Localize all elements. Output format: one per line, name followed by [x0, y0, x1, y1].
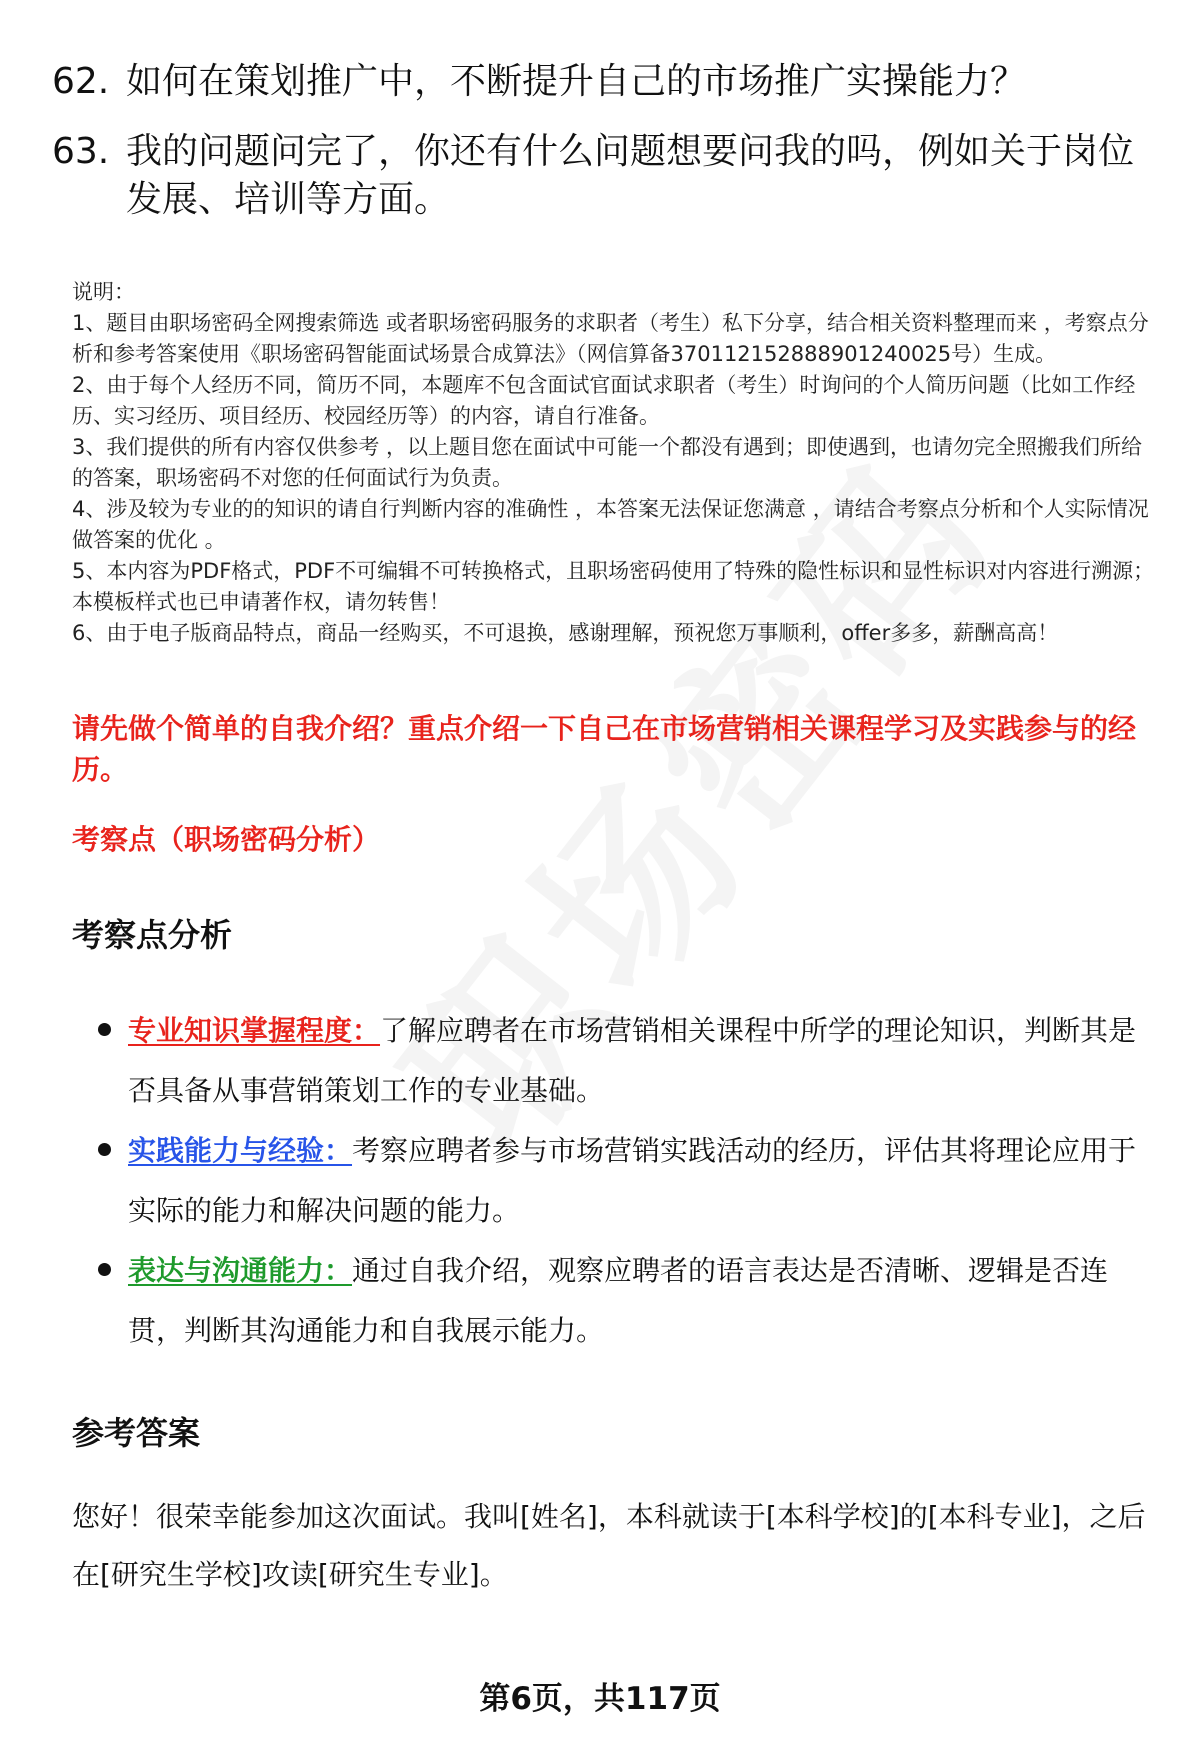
analysis-heading: 考察点分析	[72, 916, 233, 954]
analysis-keyword: 实践能力与经验：	[128, 1134, 353, 1167]
question-item	[52, 128, 1162, 224]
analysis-keyword: 表达与沟通能力：	[128, 1254, 353, 1287]
notes-item: 6、由于电子版商品特点，商品一经购买，不可退换，感谢理解，预祝您万事顺利，offer多多，薪酬高高！	[72, 621, 1059, 645]
question-number: 62.	[52, 61, 110, 102]
notes-item: 1、题目由职场密码全网搜索筛选 或者职场密码服务的求职者（考生）私下分享，结合相关资料整理而来 ，考察点分析和参考答案使用《职场密码智能面试场景合成算法》（网信算备370112152888901240025号）生成。	[72, 311, 1149, 366]
current-question: 请先做个简单的自我介绍？重点介绍一下自己在市场营销相关课程学习及实践参与的经历。	[72, 712, 1137, 786]
notes-section	[72, 277, 1157, 649]
notes-title: 说明：	[72, 280, 135, 304]
question-text: 我的问题问完了，你还有什么问题想要问我的吗，例如关于岗位发展、培训等方面。	[126, 131, 1135, 220]
bullet-dot-icon	[98, 1143, 111, 1156]
analysis-text: 通过自我介绍，观察应聘者的语言表达是否清晰、逻辑是否连贯，判断其沟通能力和自我展示能力。	[128, 1254, 1109, 1347]
bullet-dot-icon	[98, 1023, 111, 1036]
analysis-text: 考察应聘者参与市场营销实践活动的经历，评估其将理论应用于实际的能力和解决问题的能力。	[128, 1134, 1137, 1227]
notes-item: 4、涉及较为专业的的知识的请自行判断内容的准确性 ，本答案无法保证您满意 ，请结合考察点分析和个人实际情况做答案的优化 。	[72, 497, 1149, 552]
answer-text: 您好！很荣幸能参加这次面试。我叫[姓名]，本科就读于[本科学校]的[本科专业]，之后在[研究生学校]攻读[研究生专业]。	[72, 1500, 1146, 1591]
notes-item: 3、我们提供的所有内容仅供参考 ，以上题目您在面试中可能一个都没有遇到；即使遇到，也请勿完全照搬我们所给的答案，职场密码不对您的任何面试行为负责。	[72, 435, 1143, 490]
question-text: 如何在策划推广中，不断提升自己的市场推广实操能力？	[126, 61, 1027, 102]
analysis-item	[90, 1241, 1150, 1361]
analysis-item	[90, 1001, 1150, 1121]
notes-item: 2、由于每个人经历不同，简历不同，本题库不包含面试官面试求职者（考生）时询问的个人简历问题（比如工作经历、实习经历、项目经历、校园经历等）的内容，请自行准备。	[72, 373, 1136, 428]
exam-point-label: 考察点（职场密码分析）	[72, 823, 381, 856]
analysis-item	[90, 1121, 1150, 1241]
page-number: 第6页，共117页	[479, 1681, 721, 1717]
question-number: 63.	[52, 131, 110, 172]
question-item	[52, 58, 1162, 106]
answer-heading: 参考答案	[72, 1414, 201, 1452]
bullet-dot-icon	[98, 1263, 111, 1276]
analysis-keyword: 专业知识掌握程度：	[128, 1014, 381, 1047]
analysis-text: 了解应聘者在市场营销相关课程中所学的理论知识，判断其是否具备从事营销策划工作的专业基础。	[128, 1014, 1137, 1107]
notes-item: 5、本内容为PDF格式，PDF不可编辑不可转换格式，且职场密码使用了特殊的隐性标识和显性标识对内容进行溯源；本模板样式也已申请著作权，请勿转售！	[72, 559, 1155, 614]
analysis-list	[90, 1001, 1150, 1361]
